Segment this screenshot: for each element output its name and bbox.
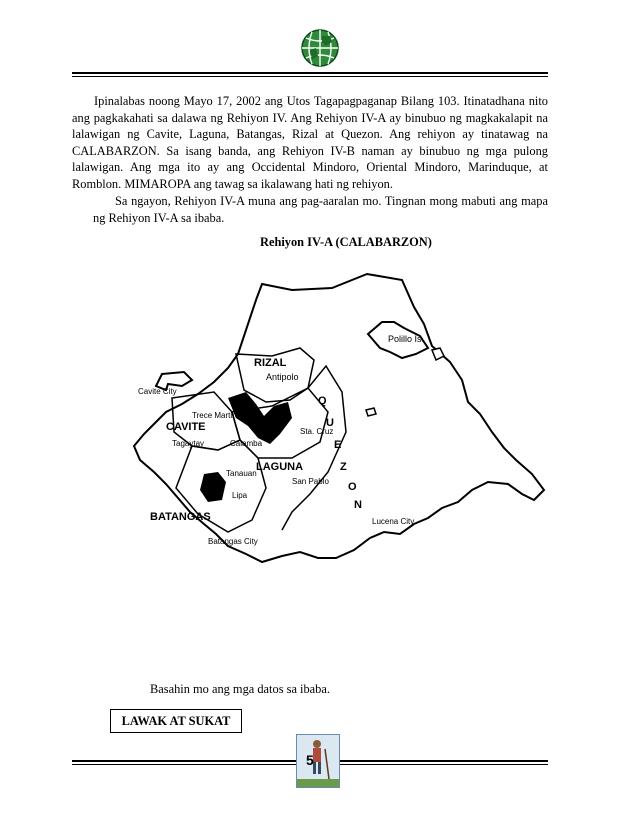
label-batangas-city: Batangas City [208, 537, 258, 546]
label-lipa: Lipa [232, 491, 248, 500]
label-antipolo: Antipolo [266, 372, 299, 382]
label-batangas: BATANGAS [150, 511, 211, 523]
map-title: Rehiyon IV-A (CALABARZON) [260, 235, 432, 249]
section-heading-box: LAWAK AT SUKAT [110, 709, 242, 733]
label-laguna: LAGUNA [256, 461, 304, 473]
instruction-paragraph: Sa ngayon, Rehiyon IV-A muna ang pag-aaralan mo. Tingnan mong mabuti ang mapa ng Rehiyon IV-A sa ibaba. [93, 194, 548, 225]
farmer-illustration-icon [297, 735, 339, 787]
label-cavite: CAVITE [166, 421, 206, 433]
label-lucena-city: Lucena City [372, 517, 415, 526]
label-tanauan: Tanauan [226, 469, 257, 478]
intro-paragraph: Ipinalabas noong Mayo 17, 2002 ang Utos Tagapagpaganap Bilang 103. Itinatadhana nito ang pagkakahati sa dalawa ng Rehiyon IV. Ang Rehiyon IV-A ay binubuo ng magkakalapit na lalawigan ng Cavite, Laguna, Batangas, Rizal at Quezon. Ang rehiyon ay tinatawag na CALABARZON. Sa isang banda, ang Rehiyon IV-B naman ay binubuo ng mga pulong lalawigan. Ang mga ito ay ang Occidental Mindoro, Oriental Mindoro, Marinduque, at Romblon. MIMAROPA ang tawag sa ikalawang hati ng rehiyon. [72, 94, 548, 191]
instruction-text: Basahin mo ang mga datos sa ibaba. [150, 682, 330, 696]
label-quezon-e: E [334, 439, 342, 451]
label-quezon-n: N [354, 499, 362, 511]
page-number-badge [296, 734, 340, 788]
globe-logo-icon [300, 28, 340, 68]
label-quezon-u: U [326, 417, 334, 429]
label-rizal: RIZAL [254, 357, 287, 369]
label-polillo: Polillo Is. [388, 334, 425, 344]
label-calamba: Calamba [230, 439, 263, 448]
calabarzon-map [132, 262, 550, 580]
header-rule-thin [72, 76, 548, 77]
label-quezon-z: Z [340, 461, 347, 473]
label-trece-martires: Trece Martires [192, 411, 244, 420]
label-quezon-q: Q [318, 395, 327, 407]
page-number: 5 [306, 752, 314, 768]
label-sta-cruz: Sta. Cruz [300, 427, 334, 436]
label-san-pablo: San Pablo [292, 477, 329, 486]
label-tagaytay: Tagaytay [172, 439, 205, 448]
header-rule [72, 72, 548, 74]
label-cavite-city: Cavite City [138, 387, 177, 396]
small-island-2 [366, 408, 376, 416]
label-quezon-o: O [348, 481, 357, 493]
